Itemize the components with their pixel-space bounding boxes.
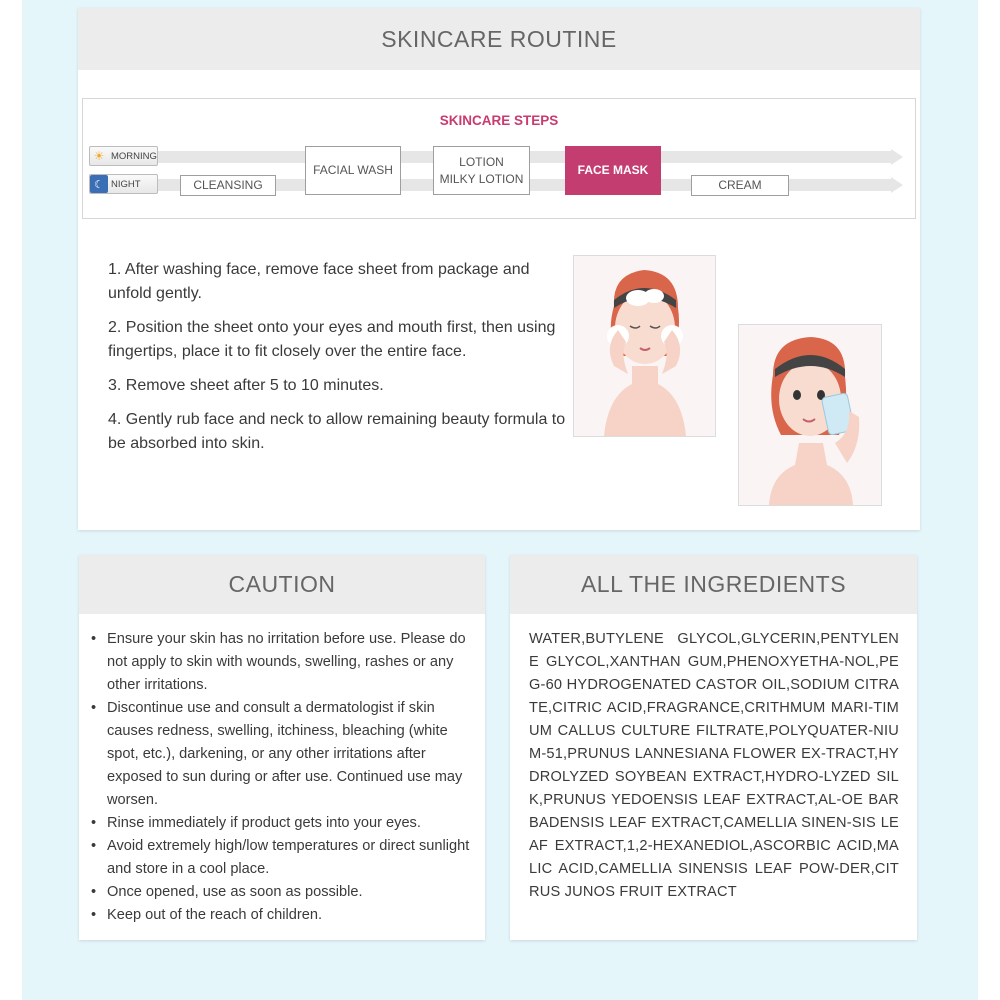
night-label: NIGHT	[111, 178, 141, 190]
towel-face-icon	[739, 325, 881, 505]
washing-face-icon	[574, 256, 715, 436]
caution-item: • Rinse immediately if product gets into your eyes.	[91, 812, 475, 835]
ingredients-text: WATER,BUTYLENE GLYCOL,GLYCERIN,PENTYLENE GLYCOL,XANTHAN GUM,PHENOXYETHA-NOL,PEG-60 HYDROGENATED CASTOR OIL,SODIUM CITRATE,CITRIC ACID,FRAGRANCE,CRITHMUM MARI-TIMUM CALLUS CULTURE FILTRATE,POLYQUATER-NIUM-51,PRUNUS LANNESIANA FLOWER EX-TRACT,HYDROLYZED SOYBEAN EXTRACT,HYDRO-LYZED SILK,PRUNUS YEDOENSIS LEAF EXTRACT,AL-OE BARBADENSIS LEAF EXTRACT,CAMELLIA SINEN-SIS LEAF EXTRACT,1,2-HEXANEDIOL,ASCORBIC ACID,MALIC ACID,CAMELLIA SINENSIS LEAF POW-DER,CITRUS JUNOS FRUIT EXTRACT	[529, 631, 899, 900]
instructions-list	[108, 258, 568, 466]
steps-title: SKINCARE STEPS	[439, 113, 559, 128]
ingredients-title: ALL THE INGREDIENTS	[510, 555, 917, 614]
caution-item: • Discontinue use and consult a dermatologist if skin causes redness, swelling, itchiness, bleaching (white spot, etc.), darkening, or any other irritations after exposed to sun during or after use. Continued use may worsen.	[91, 697, 475, 812]
patting-face-illustration	[738, 324, 882, 506]
step-cream-label: CREAM	[718, 178, 762, 192]
caution-list	[79, 614, 485, 927]
morning-tag	[89, 146, 158, 166]
step-lotion	[433, 146, 530, 195]
step-face-mask	[565, 146, 661, 195]
skincare-routine-card	[78, 8, 920, 530]
instruction-item: 1. After washing face, remove face sheet from package and unfold gently.	[108, 261, 530, 302]
washing-face-illustration	[573, 255, 716, 437]
caution-card	[79, 555, 485, 940]
ingredients-card	[510, 555, 917, 940]
instruction-item: 2. Position the sheet onto your eyes and mouth first, then using fingertips, place it to fit closely over the entire face.	[108, 319, 556, 360]
caution-title: CAUTION	[79, 555, 485, 614]
caution-item: • Ensure your skin has no irritation before use. Please do not apply to skin with wounds, swelling, rashes or any other irritations.	[91, 628, 475, 697]
night-tag	[89, 174, 158, 194]
step-facial-wash-label: FACIAL WASH	[313, 163, 393, 177]
caution-item: • Keep out of the reach of children.	[91, 904, 475, 927]
step-milky-lotion-label: MILKY LOTION	[439, 171, 524, 186]
caution-item: • Avoid extremely high/low temperatures or direct sunlight and store in a cool place.	[91, 835, 475, 881]
skincare-steps-panel	[82, 98, 916, 219]
instruction-item: 3. Remove sheet after 5 to 10 minutes.	[108, 377, 384, 394]
instruction-item: 4. Gently rub face and neck to allow remaining beauty formula to be absorbed into skin.	[108, 411, 566, 452]
step-facial-wash	[305, 146, 401, 195]
routine-title: SKINCARE ROUTINE	[78, 8, 920, 70]
step-cleansing	[180, 175, 276, 196]
step-face-mask-label: FACE MASK	[577, 163, 649, 177]
moon-icon: ☾	[90, 175, 108, 193]
step-cream	[691, 175, 789, 196]
caution-item: • Once opened, use as soon as possible.	[91, 881, 475, 904]
sun-icon: ☀	[93, 149, 105, 163]
step-cleansing-label: CLEANSING	[193, 178, 263, 192]
morning-label: MORNING	[111, 150, 157, 162]
step-lotion-label: LOTION	[459, 154, 504, 169]
